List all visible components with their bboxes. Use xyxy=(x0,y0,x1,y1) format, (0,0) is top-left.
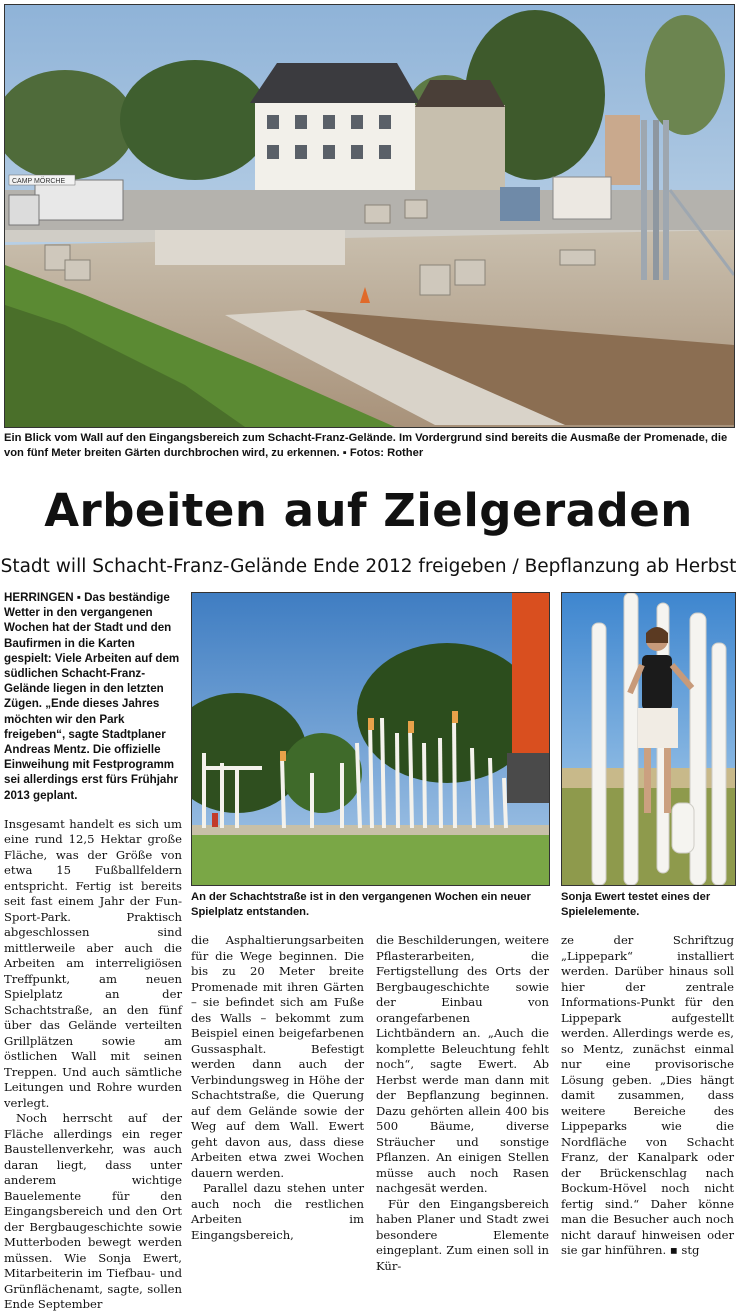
camp-sign-text: CAMP MÖRCHE xyxy=(12,178,66,185)
construction-site-illustration xyxy=(5,5,734,427)
col2-paragraph-2: Parallel dazu stehen unter auch noch die restlichen Arbeiten im Eingangsbereich, xyxy=(191,1181,364,1242)
col3-paragraph-2: Für den Eingangsbereich haben Planer und Stadt zwei besondere Elemente eingeplant. Zum einen soll in Kür- xyxy=(376,1196,549,1273)
col1-paragraph-2: Noch herrscht auf der Fläche allerdings ein reger Baustellenverkehr, was auch daran liegt, dass unter anderem wichtige Bauelemente für den Eingangsbereich und den Ort der Bergbaugeschichte sowie Mutterboden bewegt werden müssen. Wie Sonja Ewert, Mitarbeiterin im Tiefbau- und Grünflächenamt, sagte, sollen Ende September xyxy=(4,1111,182,1312)
dateline: HERRINGEN xyxy=(4,591,74,604)
article-column-4 xyxy=(561,933,734,1259)
article-column-3 xyxy=(376,933,549,1274)
lead-text: ▪ Das beständige Wetter in den vergangenen Wochen hat der Stadt und den Baufirmen in die Karten gespielt: Viele Arbeiten auf dem südlichen Schacht-Franz-Gelände liegen in den letzten Zügen. „Ende dieses Jahres möchten wir den Park freigeben“, sagte Stadtplaner Andreas Mentz. Die offizielle Einweihung mit Festprogramm sei allerdings erst fürs Frühjahr 2013 geplant. xyxy=(4,591,180,802)
person-photo-caption: Sonja Ewert testet eines der Spielelemente. xyxy=(561,891,711,918)
article-headline: Arbeiten auf Zielgeraden xyxy=(44,484,693,537)
photo-playground xyxy=(191,592,550,886)
photo-person xyxy=(561,592,736,886)
article-column-1 xyxy=(4,590,182,1313)
article-column-2 xyxy=(191,933,364,1243)
playground-illustration xyxy=(192,593,549,885)
person-illustration xyxy=(562,593,735,885)
playground-photo-caption: An der Schachtstraße ist in den vergangenen Wochen ein neuer Spielplatz entstanden. xyxy=(191,891,531,918)
col3-paragraph-1: die Beschilderungen, weitere Pflasterarbeiten, die Fertigstellung des Orts der Bergbaugeschichte sowie der Einbau von orangefarbenen Lichtbändern an. „Auch die komplette Beleuchtung fehlt noch“, sagte Ewert. Ab Herbst werde man dann mit der Bepflanzung beginnen. Dazu gehörten allein 400 bis 500 Bäume, diverse Sträucher und sonstige Pflanzen. An einigen Stellen müsse auch noch Rasen nachgesät werden. xyxy=(376,933,549,1195)
col2-paragraph-1: die Asphaltierungsarbeiten für die Wege beginnen. Die bis zu 20 Meter breite Promenade mit ihren Gärten – sie befindet sich am Fuße des Walls – bekommt zum Beispiel einen beigefarbenen Gussasphalt. Befestigt werden dann auch der Verbindungsweg in Höhe der Schachtstraße, die Querung auf dem Gelände sowie der Weg auf dem Wall. Ewert geht davon aus, dass diese Arbeiten etwa zwei Wochen dauern werden. xyxy=(191,933,364,1180)
col4-paragraph-1: ze der Schriftzug „Lippepark“ installiert werden. Darüber hinaus soll hier der zentrale Informations-Punkt für den Lippepark aufgestellt werden. Allerdings werde es, so Mentz, zunächst einmal nur eine provisorische Lösung geben. „Dies hängt damit zusammen, dass weitere Bereiche des Lippeparks wie die Nordfläche von Schacht Franz, der Kanalpark oder der Brückenschlag nach Bockum-Hövel noch nicht fertig sind.“ Daher könne man die Besucher auch noch nicht darauf hinweisen oder sie gar hinführen. ▪ stg xyxy=(561,933,734,1257)
col1-paragraph-1: Insgesamt handelt es sich um eine rund 12,5 Hektar große Fläche, was der Größe von etwa 15 Fußballfeldern entspricht. Fertig ist bereits seit fast einem Jahr der Fun-Sport-Park. Praktisch abgeschlossen sind mittlerweile aber auch die Arbeiten am interreligiösen Treffpunkt, am neuen Spielplatz an der Schachtstraße, an den fünf über das Gelände verteilten Grillplätzen sowie am östlichen Wall mit seinen Treppen. Und auch sämtliche Leitungen und Rohre wurden verlegt. xyxy=(4,816,182,1110)
photo-construction-site xyxy=(4,4,735,428)
lead-paragraph xyxy=(4,590,182,803)
main-photo-caption: Ein Blick vom Wall auf den Eingangsbereich zum Schacht-Franz-Gelände. Im Vordergrund sind bereits die Ausmaße der Promenade, die von fünf Meter breiten Gärten durchbrochen wird, zu erkennen. ▪ Fotos: Rother xyxy=(4,432,728,459)
article-subheadline: Stadt will Schacht-Franz-Gelände Ende 2012 freigeben / Bepflanzung ab Herbst xyxy=(0,556,737,577)
